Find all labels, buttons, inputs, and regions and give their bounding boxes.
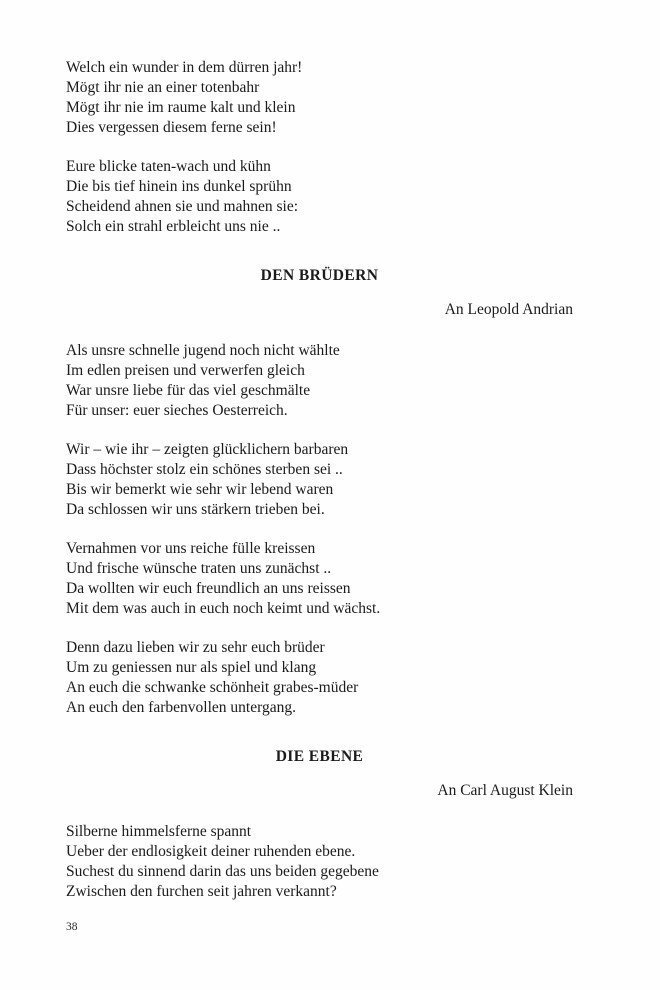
poem-line: Silberne himmelsferne spannt [66,823,252,840]
poem-line: Mögt ihr nie an einer totenbahr [66,79,260,96]
page-number: 38 [66,921,78,933]
stanza [66,822,573,902]
poem-line: Wir – wie ihr – zeigten glücklichern barbaren [66,441,349,458]
poem-line: Mögt ihr nie im raume kalt und klein [66,99,296,116]
stanza [66,157,573,237]
poem-line: Und frische wünsche traten uns zunächst .. [66,560,332,577]
poem-line: Welch ein wunder in dem dürren jahr! [66,59,303,76]
dedication: An Carl August Klein [437,782,573,799]
poem-line: Um zu geniessen nur als spiel und klang [66,659,317,676]
poem-line: Mit dem was auch in euch noch keimt und wächst. [66,600,381,617]
poem-line: Für unser: euer sieches Oesterreich. [66,402,288,419]
stanza [66,440,573,520]
stanza [66,341,573,421]
poem-line: Scheidend ahnen sie und mahnen sie: [66,198,299,215]
poem-line: Solch ein strahl erbleicht uns nie .. [66,218,281,235]
stanza [66,638,573,718]
poem-line: An euch den farbenvollen untergang. [66,699,296,716]
poem-line: Da schlossen wir uns stärkern trieben bei. [66,501,325,518]
poem-line: Dass höchster stolz ein schönes sterben sei .. [66,461,343,478]
poem-line: An euch die schwanke schönheit grabes-müder [66,679,359,696]
poem-line: Zwischen den furchen seit jahren verkannt? [66,883,337,900]
poem-line: Die bis tief hinein ins dunkel sprühn [66,178,292,195]
stanza [66,58,573,138]
poem-line: Suchest du sinnend darin das uns beiden gegebene [66,863,379,880]
poem-title: DIE EBENE [275,748,364,765]
poem-line: Als unsre schnelle jugend noch nicht wählte [66,342,340,359]
poem-line: Vernahmen vor uns reiche fülle kreissen [66,540,316,557]
poem-line: Da wollten wir euch freundlich an uns reissen [66,580,351,597]
dedication: An Leopold Andrian [444,301,573,318]
poem-line: Dies vergessen diesem ferne sein! [66,119,277,136]
poem-title: DEN BRÜDERN [260,267,379,284]
poem-line: Im edlen preisen und verwerfen gleich [66,362,305,379]
stanza [66,539,573,619]
poem-line: Denn dazu lieben wir zu sehr euch brüder [66,639,325,656]
poem-line: Bis wir bemerkt wie sehr wir lebend waren [66,481,334,498]
poem-line: Eure blicke taten-wach und kühn [66,158,271,175]
poem-line: Ueber der endlosigkeit deiner ruhenden ebene. [66,843,356,860]
poem-line: War unsre liebe für das viel geschmälte [66,382,311,399]
